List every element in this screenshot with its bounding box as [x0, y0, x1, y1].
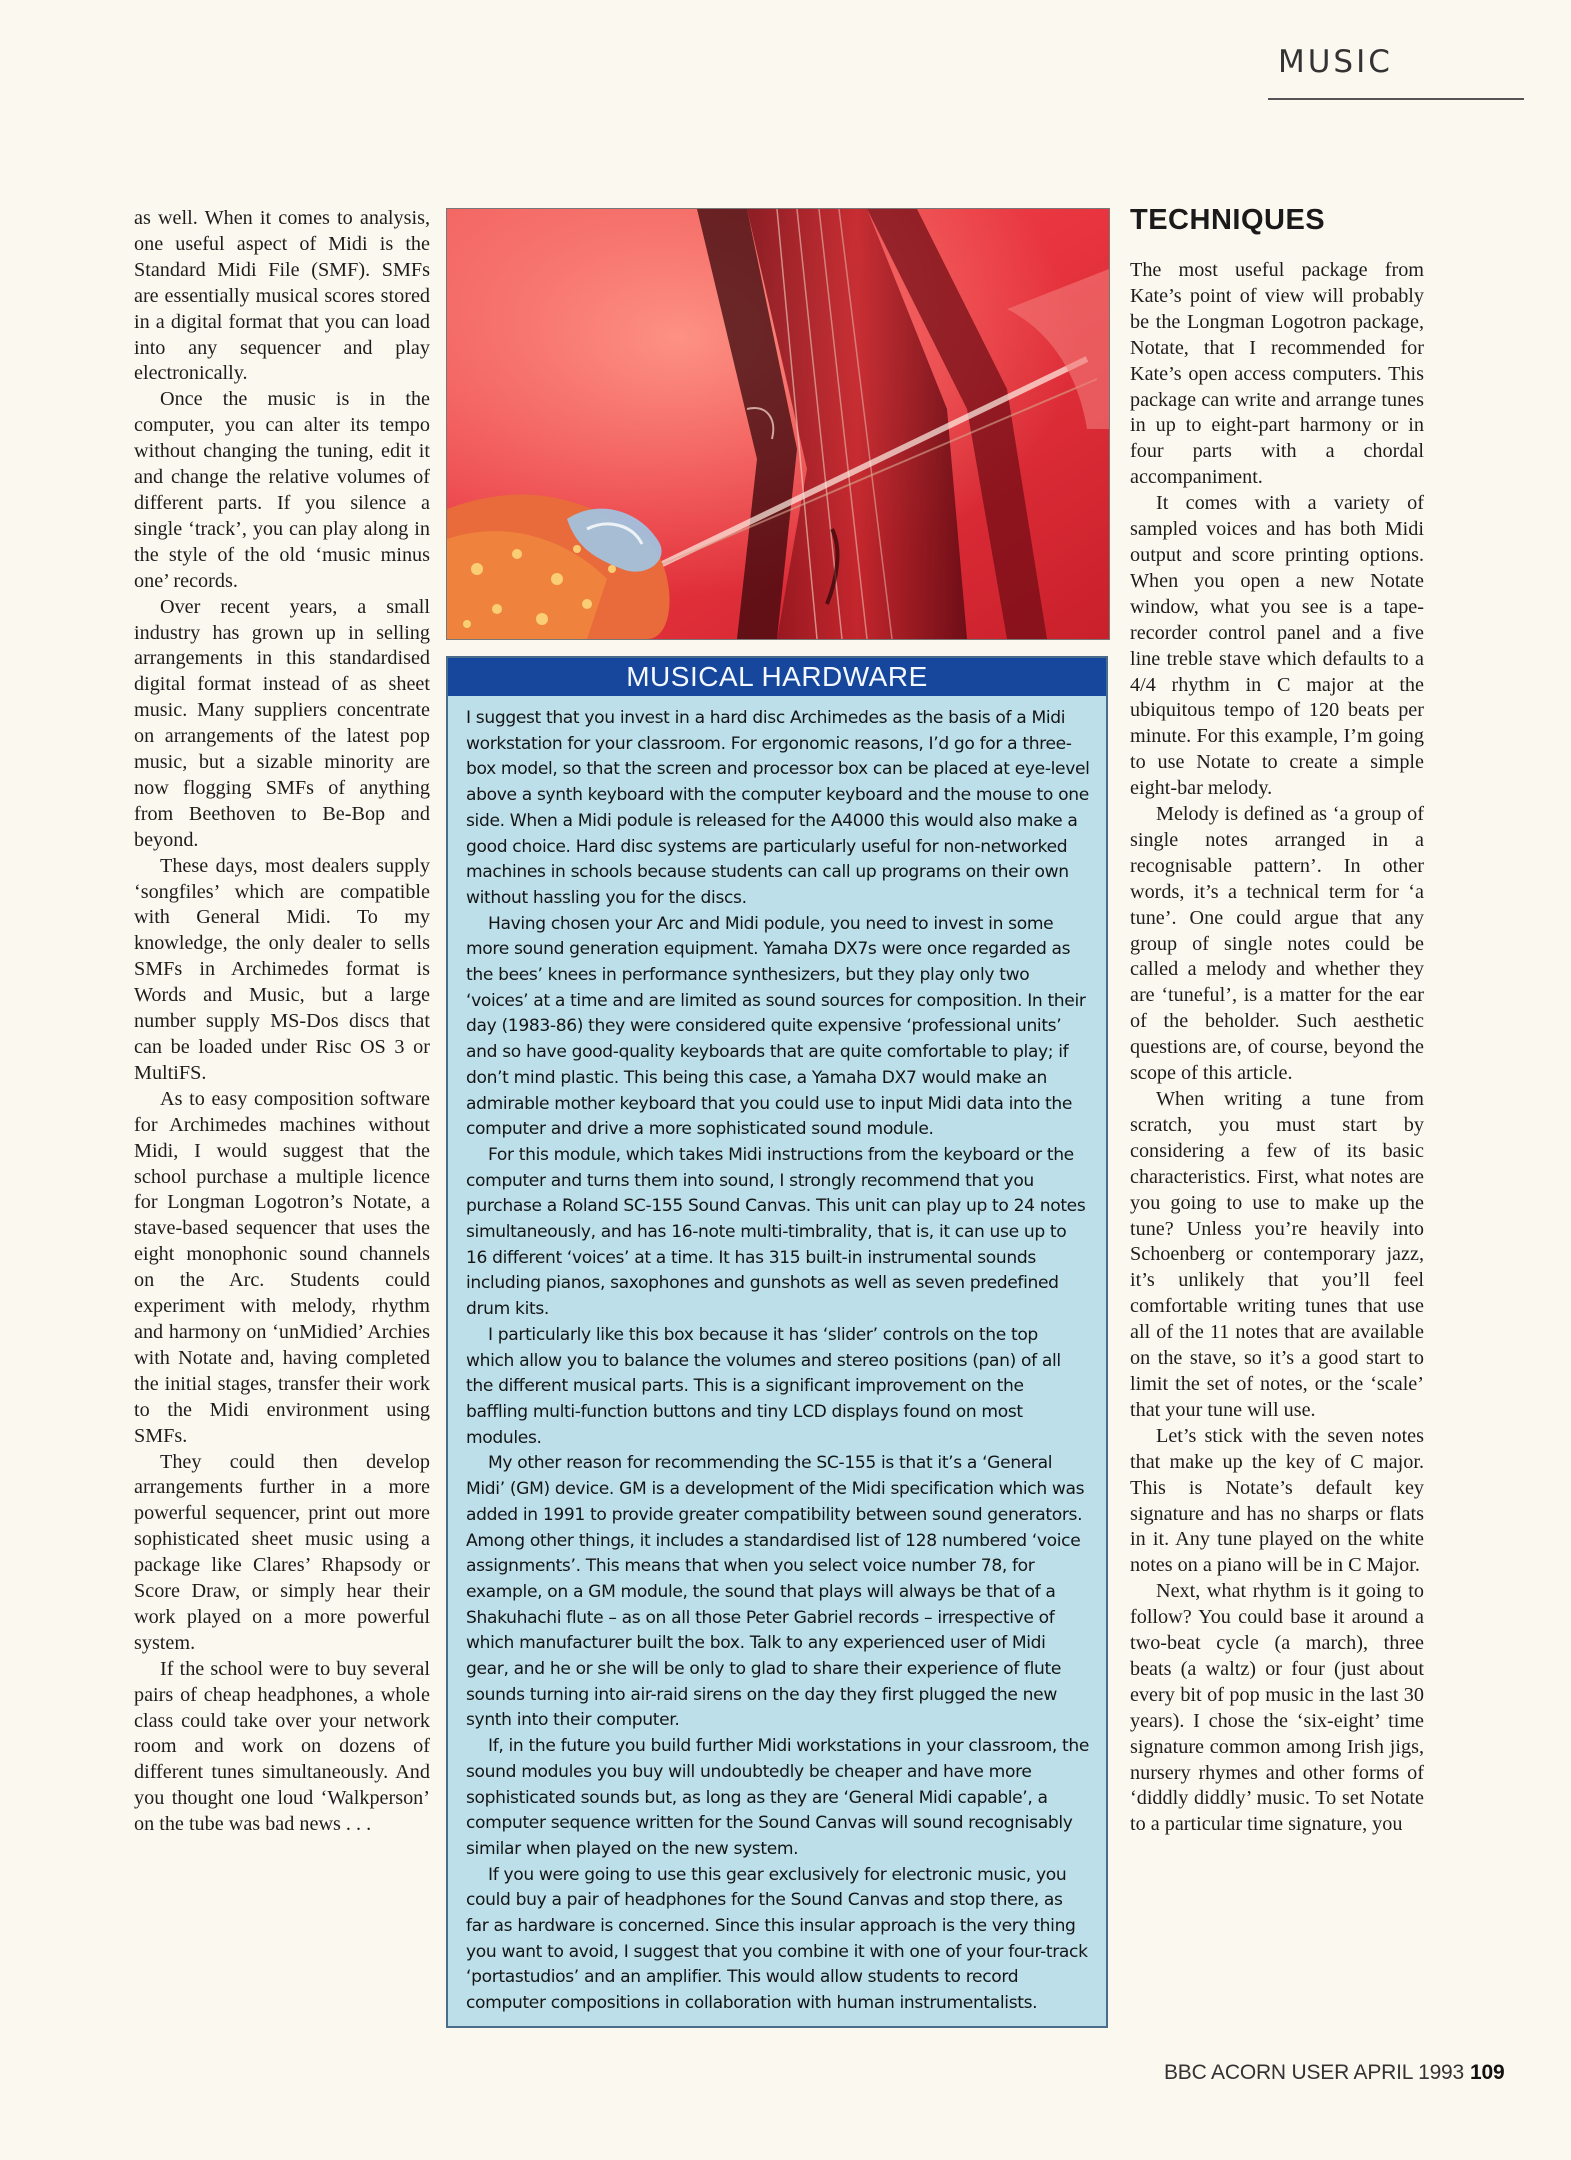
right-column [1130, 258, 1424, 1838]
page-footer [1164, 2061, 1504, 2085]
sidebar-paragraph-7: If you were going to use this gear exclusively for electronic music, you could buy a pair of headphones for the Sound Canvas and stop there, as far as hardware is concerned. Since this insular approach is the very thing you want to avoid, I suggest that you combine it with one of your four-track ‘portastudios’ and an amplifier. This would allow students to record computer compositions in collaboration with human instrumentalists. [466, 1864, 1088, 2014]
sidebar-title: MUSICAL HARDWARE [448, 658, 1106, 696]
sidebar-paragraph-1: I suggest that you invest in a hard disc Archimedes as the basis of a Midi workstation for your classroom. For ergonomic reasons, I’d go for a three-box model, so that the screen and processor box can be placed at eye-level above a synth keyboard with the computer keyboard and the mouse to one side. When a Midi podule is released for the A4000 this would also make a good choice. Hard disc systems are particularly useful for non-networked machines in schools because students can call up programs on their own without hassling you for the discs. [466, 708, 1090, 908]
section-rule [1268, 98, 1524, 100]
techniques-heading: TECHNIQUES [1130, 204, 1326, 236]
left-column [134, 206, 430, 1838]
left-paragraph-3: Over recent years, a small industry has grown up in selling arrangements in this standardised digital format instead of as sheet music. Many suppliers concentrate on arrangements of the latest pop music, but a sizable minority are now flogging SMFs of anything from Beethoven to Be-Bop and beyond. [134, 595, 430, 851]
cello-photo [446, 208, 1110, 640]
sidebar-paragraph-3: For this module, which takes Midi instructions from the keyboard or the computer and turns them into sound, I strongly recommend that you purchase a Roland SC-155 Sound Canvas. This unit can play up to 24 notes simultaneously, and has 16-note multi-timbrality, that is, it can use up to 16 different ‘voices’ at a time. It has 315 built-in instrumental sounds including pianos, saxophones and gunshots as well as seven predefined drum kits. [466, 1144, 1086, 1320]
left-paragraph-4: These days, most dealers supply ‘songfiles’ which are compatible with General Midi. To my knowledge, the only dealer to sells SMFs in Archimedes format is Words and Music, but a large number supply MS-Dos discs that can be loaded under Risc OS 3 or MultiFS. [134, 854, 430, 1084]
sidebar-paragraph-6: If, in the future you build further Midi workstations in your classroom, the sound modules you buy will undoubtedly be cheaper and have more sophisticated sounds but, as long as they are ‘General Midi capable’, a computer sequence written for the Sound Canvas will sound recognisably similar when played on the new system. [466, 1736, 1090, 1859]
right-paragraph-2: It comes with a variety of sampled voices and has both Midi output and score printing options. When you open a new Notate window, what you see is a tape-recorder control panel and a five line treble stave which defaults to a 4/4 rhythm in C major at the ubiquitous tempo of 120 beats per minute. For this example, I’m going to use Notate to create a simple eight-bar melody. [1130, 492, 1424, 800]
sidebar-paragraph-5: My other reason for recommending the SC-155 is that it’s a ‘General Midi’ (GM) device. GM is a development of the Midi specification which was added in 1991 to provide greater compatibility between sound generators. Among other things, it includes a standardised list of 128 numbered ‘voice assignments’. This means that when you select voice number 78, for example, on a GM module, the sound that plays will always be that of a Shakuhachi flute – as on all those Peter Gabriel records – irrespective of which manufacturer built the box. Talk to any experienced user of Midi gear, and he or she will be only to glad to share their experience of flute sounds turning into air-raid sirens on the day they first plugged the new synth into their computer. [466, 1453, 1085, 1731]
right-paragraph-4: When writing a tune from scratch, you must start by considering a few of its basic characteristics. First, what notes are you going to use to make up the tune? Unless you’re heavily into Schoenberg or contemporary jazz, it’s unlikely that you’ll feel comfortable writing tunes that use all of the 11 notes that are available on the stave, so it’s a good start to limit the set of notes, or the ‘scale’ that your tune will use. [1130, 1088, 1424, 1421]
publication-name: BBC ACORN USER APRIL 1993 [1164, 2061, 1465, 2084]
left-paragraph-1: as well. When it comes to analysis, one useful aspect of Midi is the Standard Midi File (SMF). SMFs are essentially musical scores stored in a digital format that you can load into any sequencer and play electronically. [134, 207, 430, 385]
left-paragraph-7: If the school were to buy several pairs of cheap headphones, a whole class could take over your network room and work on dozens of different tunes simultaneously. And you thought one loud ‘Walkperson’ on the tube was bad news . . . [134, 1657, 430, 1836]
section-label: MUSIC [1278, 44, 1393, 80]
left-paragraph-6: They could then develop arrangements further in a more powerful sequencer, print out more sophisticated sheet music using a package like Clares’ Rhapsody or Score Draw, or simply hear their work played on a more powerful system. [134, 1450, 430, 1654]
right-paragraph-5: Let’s stick with the seven notes that make up the key of C major. This is Notate’s default key signature and has no sharps or flats in it. Any tune played on the white notes on a piano will be in C Major. [1130, 1424, 1424, 1577]
sidebar-paragraph-2: Having chosen your Arc and Midi podule, you need to invest in some more sound generation equipment. Yamaha DX7s were once regarded as the bees’ knees in performance synthesizers, but they play only two ‘voices’ at a time and are limited as sound sources for composition. In their day (1983-86) they were considered quite expensive ‘professional units’ and so have good-quality keyboards that are quite comfortable to play; if don’t mind plastic. This being this case, a Yamaha DX7 would make an admirable mother keyboard that you could use to input Midi data into the computer and drive a more sophisticated sound module. [466, 913, 1086, 1140]
sidebar-paragraph-4: I particularly like this box because it has ‘slider’ controls on the top which allow you to balance the volumes and stereo positions (pan) of all the different musical parts. This is a significant improvement on the baffling multi-function buttons and tiny LCD displays found on most modules. [466, 1324, 1061, 1448]
page-number: 109 [1470, 2061, 1505, 2084]
left-paragraph-2: Once the music is in the computer, you can alter its tempo without changing the tuning, edit it and change the relative volumes of different parts. If you silence a single ‘track’, you can play along in the style of the old ‘music minus one’ records. [134, 388, 430, 592]
sidebar-body [448, 696, 1106, 2017]
left-paragraph-5: As to easy composition software for Archimedes machines without Midi, I would suggest that the school purchase a multiple licence for Longman Logotron’s Notate, a stave-based sequencer that uses the eight monophonic sound channels on the Arc. Students could experiment with melody, rhythm and harmony on ‘unMidied’ Archies with Notate and, having completed the initial stages, transfer their work to the Midi environment using SMFs. [134, 1087, 430, 1447]
right-paragraph-1: The most useful package from Kate’s point of view will probably be the Longman Logotron package, Notate, that I recommended for Kate’s open access computers. This package can write and arrange tunes in up to eight-part harmony or in four parts with a chordal accompaniment. [1130, 259, 1424, 489]
right-paragraph-6: Next, what rhythm is it going to follow? You could base it around a two-beat cycle (a march), three beats (a waltz) or four (just about every bit of pop music in the last 30 years). I chose the ‘six-eight’ time signature common among Irish jigs, nursery rhymes and other forms of ‘diddly diddly’ music. To set Notate to a particular time signature, you [1130, 1580, 1424, 1836]
right-paragraph-3: Melody is defined as ‘a group of single notes arranged in a recognisable pattern’. In other words, it’s a technical term for ‘a tune’. One could argue that any group of single notes could be called a melody and whether they are ‘tuneful’, is a matter for the ear of the beholder. Such aesthetic questions are, of course, beyond the scope of this article. [1130, 803, 1424, 1085]
musical-hardware-sidebar [446, 656, 1108, 2028]
